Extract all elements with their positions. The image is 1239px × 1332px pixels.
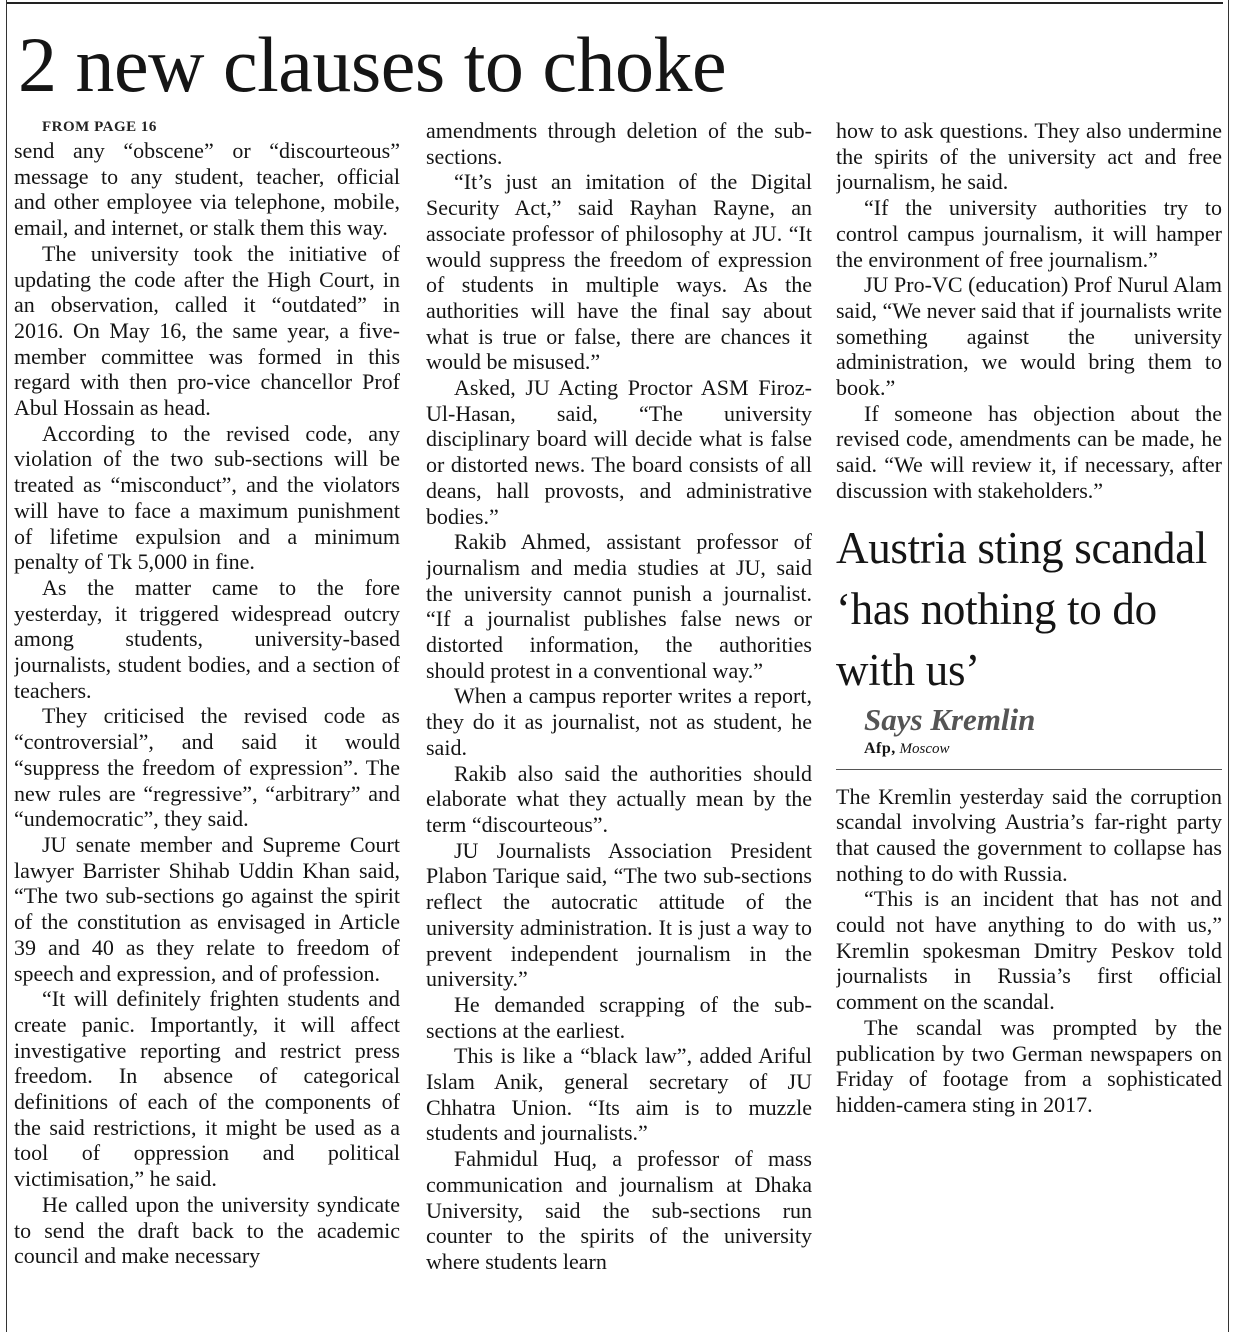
paragraph: This is like a “black law”, added Ariful Islam Anik, general secretary of JU Chhatra Union. “Its aim is to muzzle students and journalists.” xyxy=(426,1043,812,1146)
continued-from-label: FROM PAGE 16 xyxy=(42,119,157,135)
article-column-1 xyxy=(14,116,400,1330)
paragraph: JU senate member and Supreme Court lawyer Barrister Shihab Uddin Khan said, “The two sub-sections go against the spirit of the constitution as envisaged in Article 39 and 40 as they relate to freedom of speech and expression, and of profession. xyxy=(14,831,400,986)
paragraph: Rakib Ahmed, assistant professor of journalism and media studies at JU, said the university cannot punish a journalist. “If a journalist publishes false news or distorted information, the authorities should protest in a conventional way.” xyxy=(426,529,812,683)
byline-agency: Afp, xyxy=(864,739,896,757)
paragraph: JU Pro-VC (education) Prof Nurul Alam said, “We never said that if journalists write something against the university administration, we would bring them to book.” xyxy=(836,272,1222,401)
paragraph: He demanded scrapping of the sub-sections at the earliest. xyxy=(426,991,812,1043)
right-border xyxy=(1228,0,1229,1332)
left-border xyxy=(6,0,7,1332)
paragraph: amendments through deletion of the sub-sections. xyxy=(426,118,812,169)
second-story-body xyxy=(836,784,1222,1118)
second-story-deck: Says Kremlin xyxy=(864,701,1036,737)
paragraph: “It’s just an imitation of the Digital Security Act,” said Rayhan Rayne, an associate professor of philosophy at JU. “It would suppress the freedom of expression of students in multiple ways. As the authorities will have the final say about what is true or false, there are chances it would be misused.” xyxy=(426,169,812,375)
top-rule xyxy=(6,2,1223,4)
paragraph: “It will definitely frighten students and create panic. Importantly, it will affect investigative reporting and restrict press freedom. In absence of categorical definitions of each of the components of the said restrictions, it might be used as a tool of oppression and political victimisation,” he said. xyxy=(14,986,400,1192)
second-story-headline: Austria sting scandal ‘has nothing to do with us’ xyxy=(836,522,1208,695)
paragraph: Asked, JU Acting Proctor ASM Firoz-Ul-Hasan, said, “The university disciplinary board will decide what is false or distorted news. The board consists of all deans, hall provosts, and administrative bodies.” xyxy=(426,375,812,529)
article-column-2 xyxy=(426,118,812,1332)
paragraph: According to the revised code, any violation of the two sub-sections will be treated as “misconduct”, and the violators will have to face a maximum punishment of lifetime expulsion and a minimum penalty of Tk 5,000 in fine. xyxy=(14,420,400,575)
paragraph: He called upon the university syndicate to send the draft back to the academic council and make necessary xyxy=(14,1191,400,1269)
paragraph: “This is an incident that has not and could not have anything to do with us,” Kremlin spokesman Dmitry Peskov told journalists in Russia’s first official comment on the scandal. xyxy=(836,886,1222,1015)
paragraph: how to ask questions. They also undermine the spirits of the university act and free journalism, he said. xyxy=(836,118,1222,195)
byline-place: Moscow xyxy=(899,740,950,757)
paragraph: As the matter came to the fore yesterday, it triggered widespread outcry among students, university-based journalists, student bodies, and a section of teachers. xyxy=(14,574,400,703)
paragraph: The university took the initiative of updating the code after the High Court, in an observation, called it “outdated” in 2016. On May 16, the same year, a five-member committee was formed in this regard with then pro-vice chancellor Prof Abul Hossain as head. xyxy=(14,240,400,421)
byline xyxy=(836,739,1222,770)
paragraph: JU Journalists Association President Plabon Tarique said, “The two sub-sections reflect the autocratic attitude of the university administration. It is just a way to prevent independent journalism in the university.” xyxy=(426,837,812,992)
article-column-3 xyxy=(836,118,1222,1332)
paragraph: “If the university authorities try to control campus journalism, it will hamper the environment of free journalism.” xyxy=(836,195,1222,272)
paragraph: If someone has objection about the revised code, amendments can be made, he said. “We will review it, if necessary, after discussion with stakeholders.” xyxy=(836,400,1222,503)
paragraph: Rakib also said the authorities should elaborate what they actually mean by the term “discourteous”. xyxy=(426,760,812,837)
paragraph: send any “obscene” or “discourteous” message to any student, teacher, official and other employee via telephone, mobile, email, and internet, or stalk them this way. xyxy=(14,138,400,241)
paragraph: Fahmidul Huq, a professor of mass communication and journalism at Dhaka University, said the sub-sections run counter to the spirits of the university where students learn xyxy=(426,1146,812,1274)
paragraph: When a campus reporter writes a report, they do it as journalist, not as student, he said. xyxy=(426,683,812,760)
paragraph: The Kremlin yesterday said the corruption scandal involving Austria’s far-right party that caused the government to collapse has nothing to do with Russia. xyxy=(836,783,1222,886)
main-headline: 2 new clauses to choke xyxy=(18,21,727,108)
paragraph: The scandal was prompted by the publication by two German newspapers on Friday of footage from a sophisticated hidden-camera sting in 2017. xyxy=(836,1014,1222,1117)
paragraph: They criticised the revised code as “controversial”, and said it would “suppress the freedom of expression”. The new rules are “regressive”, “arbitrary” and “undemocratic”, they said. xyxy=(14,703,400,832)
